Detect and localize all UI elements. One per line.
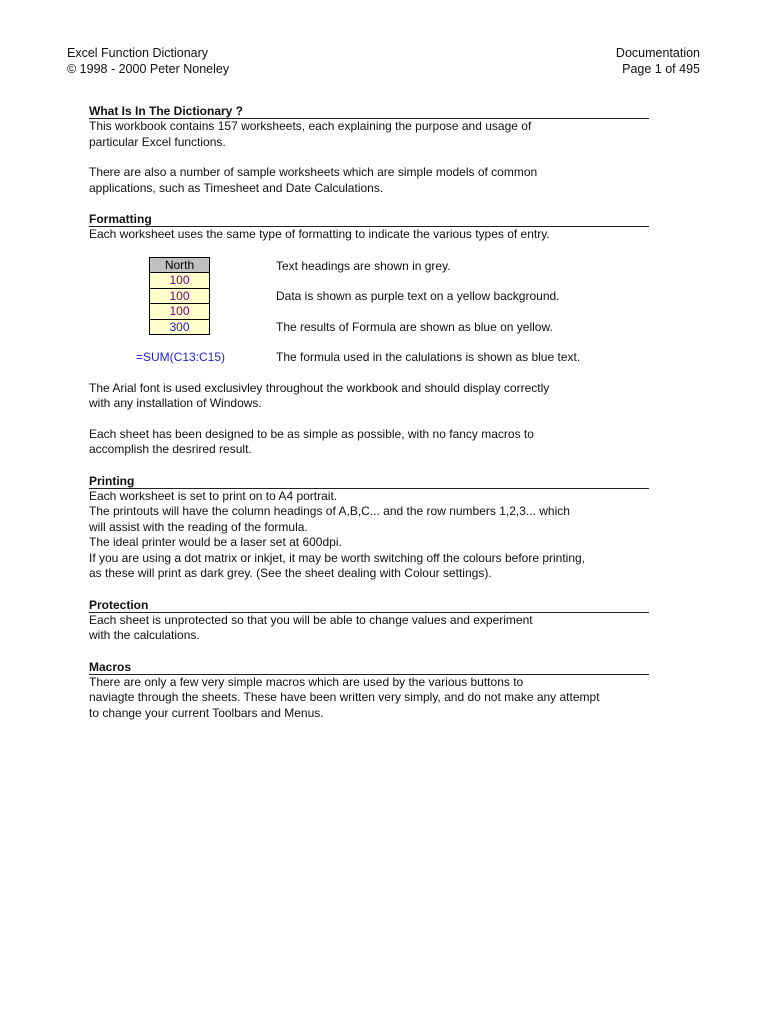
paragraph-line: with any installation of Windows.	[89, 396, 262, 410]
copyright-line: © 1998 - 2000 Peter Noneley	[67, 62, 230, 76]
paragraph-line: particular Excel functions.	[89, 134, 226, 149]
page-header-right	[616, 45, 700, 77]
paragraph-line: to change your current Toolbars and Menus.	[89, 705, 324, 720]
paragraph-line: Each sheet is unprotected so that you will be able to change values and experiment	[89, 612, 533, 627]
paragraph-line: Each worksheet uses the same type of formatting to indicate the various types of entry.	[89, 227, 550, 241]
data-cell: 100	[149, 289, 210, 305]
note-results: The results of Formula are shown as blue on yellow.	[276, 319, 553, 334]
paragraph-line: with the calculations.	[89, 628, 200, 642]
document-body	[89, 104, 649, 721]
section-title-protection: Protection	[89, 598, 649, 613]
page-number: Page 1 of 495	[622, 62, 700, 76]
paragraph-line: If you are using a dot matrix or inkjet, it may be worth switching off the colours before printing,	[89, 550, 586, 565]
page-header-left	[67, 45, 229, 77]
paragraph-line: This workbook contains 157 worksheets, each explaining the purpose and usage of	[89, 119, 532, 133]
heading-cell: North	[149, 257, 210, 274]
paragraph-line: applications, such as Timesheet and Date Calculations.	[89, 180, 384, 195]
paragraph-line: as these will print as dark grey. (See the sheet dealing with Colour settings).	[89, 566, 492, 580]
formula-sample: =SUM(C13:C15)	[136, 349, 226, 364]
document-title: Excel Function Dictionary	[67, 46, 209, 60]
paragraph-line: Each sheet has been designed to be as simple as possible, with no fancy macros to	[89, 426, 534, 441]
note-data: Data is shown as purple text on a yellow background.	[276, 288, 560, 303]
section-title-dictionary: What Is In The Dictionary ?	[89, 104, 649, 119]
paragraph-line: Each worksheet is set to print on to A4 portrait.	[89, 488, 338, 503]
paragraph-line: There are also a number of sample worksheets which are simple models of common	[89, 165, 538, 179]
paragraph-line: naviagte through the sheets. These have been written very simply, and do not make any attempt	[89, 690, 600, 704]
formatting-demo	[89, 251, 649, 369]
paragraph-line: The Arial font is used exclusivley throughout the workbook and should display correctly	[89, 380, 550, 395]
result-cell: 300	[149, 320, 210, 336]
paragraph-line: The printouts will have the column headings of A,B,C... and the row numbers 1,2,3... which	[89, 504, 570, 518]
paragraph-line: accomplish the desrired result.	[89, 442, 252, 456]
note-headings: Text headings are shown in grey.	[276, 258, 451, 273]
paragraph-line: There are only a few very simple macros which are used by the various buttons to	[89, 674, 524, 689]
paragraph-line: The ideal printer would be a laser set at 600dpi.	[89, 535, 342, 549]
section-label: Documentation	[615, 46, 700, 60]
sample-cells	[149, 257, 210, 336]
section-title-macros: Macros	[89, 660, 649, 675]
paragraph-line: will assist with the reading of the formula.	[89, 519, 308, 534]
data-cell: 100	[149, 304, 210, 320]
note-formula: The formula used in the calulations is shown as blue text.	[276, 349, 581, 364]
data-cell: 100	[149, 273, 210, 289]
section-title-formatting: Formatting	[89, 212, 649, 227]
section-title-printing: Printing	[89, 474, 649, 489]
